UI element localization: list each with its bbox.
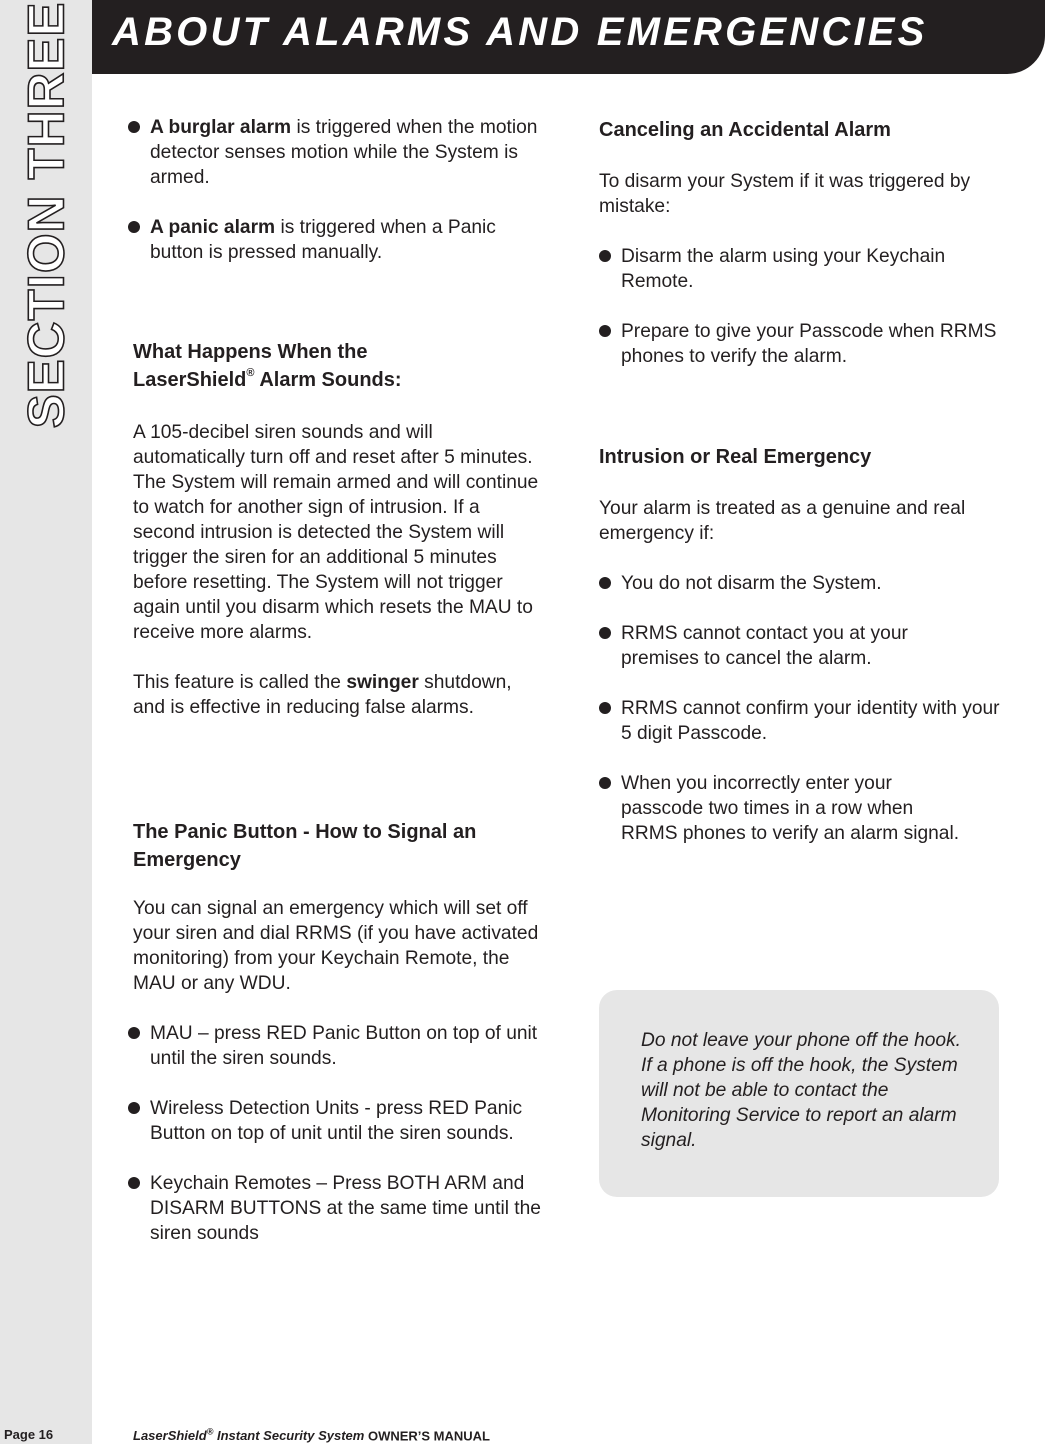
bullet-icon	[599, 627, 611, 639]
alarm-types-list	[128, 115, 543, 265]
paragraph: To disarm your System if it was triggered by mistake:	[599, 171, 971, 217]
bullet-icon	[128, 121, 140, 133]
term: A panic alarm	[150, 217, 276, 238]
section-heading: The Panic Button - How to Signal an Emergency	[133, 821, 477, 871]
list-item	[128, 1021, 545, 1071]
cancel-section	[599, 116, 1014, 369]
paragraph: Your alarm is treated as a genuine and real emergency if:	[599, 498, 966, 544]
list-item-text: You do not disarm the System.	[621, 573, 882, 594]
term: swinger	[346, 672, 419, 693]
section-heading: Canceling an Accidental Alarm	[599, 119, 891, 141]
page-title: ABOUT ALARMS AND EMERGENCIES	[112, 10, 928, 54]
section-heading	[133, 338, 545, 394]
heading-line-1: What Happens When the	[133, 341, 368, 363]
paragraph: A 105-decibel siren sounds and will automatically turn off and reset after 5 minutes. The System will remain armed and will continue to watch for another sign of intrusion. If a second intrusion is detected the System will trigger the siren for an additional 5 minutes before resetting. The System will not trigger again until you disarm which resets the MAU to receive more alarms.	[133, 422, 539, 643]
list-item	[599, 244, 1014, 294]
alarm-types-list-block	[133, 115, 543, 265]
bullet-icon	[599, 325, 611, 337]
footer-brand: LaserShield	[133, 1428, 207, 1444]
list-item-text: When you incorrectly enter your passcode two times in a row when RRMS phones to verify an alarm signal.	[621, 773, 960, 844]
list-item	[599, 571, 1014, 596]
bullet-icon	[599, 777, 611, 789]
registered-mark: ®	[246, 367, 255, 379]
footer-manual: OWNER’S MANUAL	[364, 1428, 491, 1444]
footer-product: Instant Security System	[213, 1428, 365, 1444]
list-item	[128, 115, 543, 190]
term-description: is triggered when a Panic button is pressed manually.	[150, 217, 496, 263]
bullet-icon	[599, 702, 611, 714]
side-band	[0, 0, 92, 1444]
footer-registered-mark: ®	[206, 1427, 214, 1437]
heading-brand: LaserShield	[133, 369, 247, 391]
note-text: Do not leave your phone off the hook. If a phone is off the hook, the System will not be able to contact the Monitoring Service to report an alarm signal.	[641, 1030, 962, 1151]
note-box	[599, 990, 999, 1197]
bullet-icon	[599, 250, 611, 262]
list-item	[599, 621, 1014, 671]
bullet-icon	[128, 1102, 140, 1114]
bullet-icon	[128, 1177, 140, 1189]
text: shutdown, and is effective in reducing false alarms.	[133, 672, 512, 718]
bullet-icon	[599, 577, 611, 589]
section-heading: Intrusion or Real Emergency	[599, 446, 872, 468]
list-item-text: RRMS cannot contact you at your premises to cancel the alarm.	[621, 623, 908, 669]
list-item	[128, 1171, 545, 1246]
panic-list	[128, 1021, 545, 1246]
list-item-text: MAU – press RED Panic Button on top of unit until the siren sounds.	[150, 1023, 538, 1069]
list-item-text: Prepare to give your Passcode when RRMS phones to verify the alarm.	[621, 321, 997, 367]
bullet-icon	[128, 221, 140, 233]
what-happens-section	[133, 338, 545, 720]
panic-button-section	[133, 818, 545, 1246]
section-label: SECTION THREE	[17, 1, 75, 429]
heading-rest: Alarm Sounds:	[254, 369, 402, 391]
list-item	[599, 696, 1014, 746]
title-bar	[92, 0, 1045, 74]
term: A burglar alarm	[150, 117, 292, 138]
cancel-list	[599, 244, 1014, 369]
list-item-text: RRMS cannot confirm your identity with your 5 digit Passcode.	[621, 698, 1000, 744]
list-item	[128, 215, 543, 265]
intrusion-section	[599, 443, 1014, 846]
list-item-text: Wireless Detection Units - press RED Panic Button on top of unit until the siren sounds.	[150, 1098, 523, 1144]
paragraph	[133, 670, 545, 720]
list-item	[599, 319, 1014, 369]
bullet-icon	[128, 1027, 140, 1039]
page-number: Page 16	[4, 1427, 54, 1442]
term-description: is triggered when the motion detector senses motion while the System is armed.	[150, 117, 538, 188]
paragraph: You can signal an emergency which will set off your siren and dial RRMS (if you have activated monitoring) from your Keychain Remote, the MAU or any WDU.	[133, 898, 539, 994]
list-item-text: Disarm the alarm using your Keychain Remote.	[621, 246, 946, 292]
list-item	[599, 771, 1014, 846]
list-item	[128, 1096, 545, 1146]
footer-manual-title	[133, 1427, 490, 1443]
text: This feature is called the	[133, 672, 347, 693]
list-item-text: Keychain Remotes – Press BOTH ARM and DISARM BUTTONS at the same time until the siren sounds	[150, 1173, 541, 1244]
intrusion-list	[599, 571, 1014, 846]
